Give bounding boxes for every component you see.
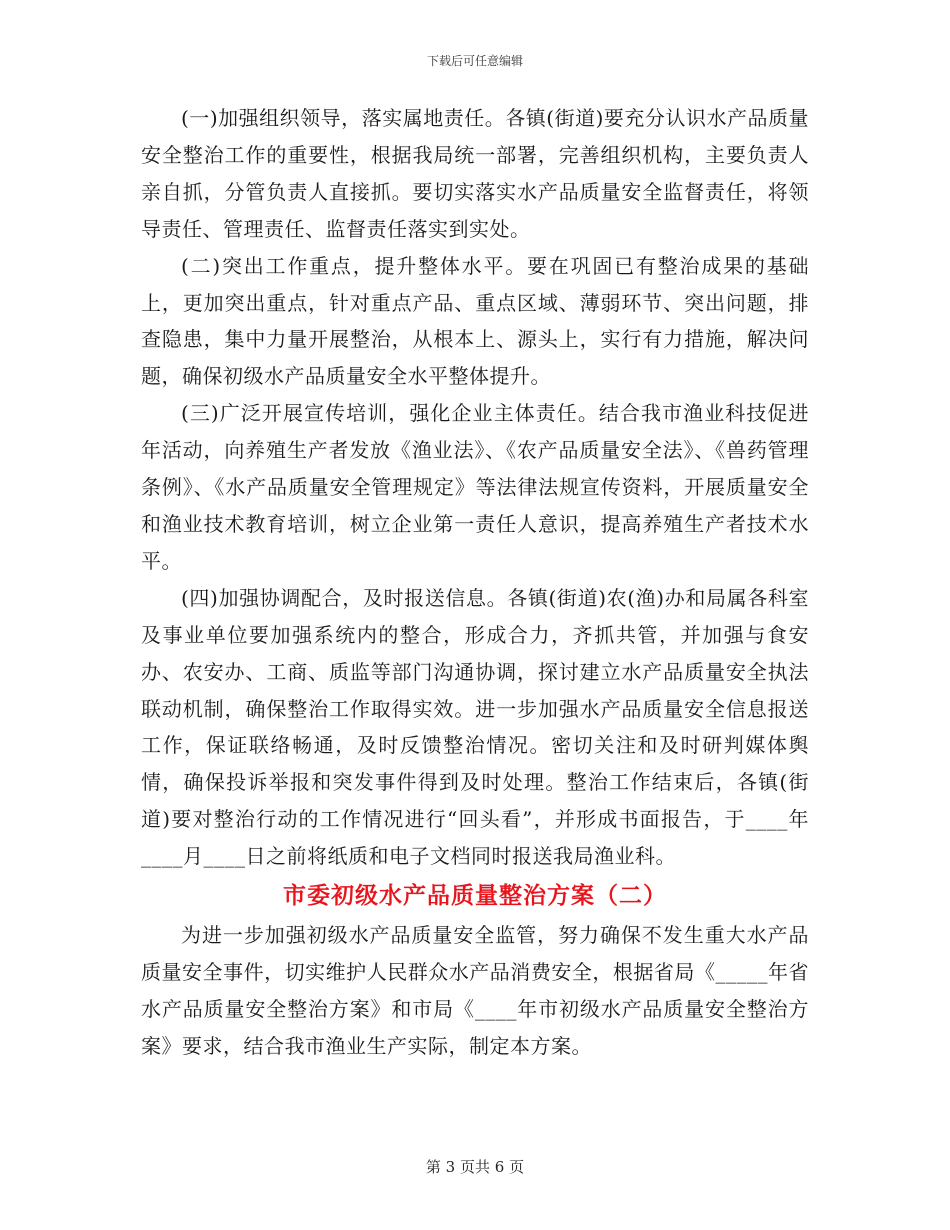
paragraph-2: (二)突出工作重点，提升整体水平。要在巩固已有整治成果的基础上，更加突出重点，针对重点产品、重点区域、薄弱环节、突出问题，排查隐患，集中力量开展整治，从根本上、源头上，实行有力措施，解决问题，确保初级水产品质量安全水平整体提升。	[141, 253, 809, 389]
page-header: 下载后可任意编辑	[426, 54, 523, 68]
paragraph-1: (一)加强组织领导，落实属地责任。各镇(街道)要充分认识水产品质量安全整治工作的重要性，根据我局统一部署，完善组织机构，主要负责人亲自抓，分管负责人直接抓。要切实落实水产品质量安全监督责任，将领导责任、管理责任、监督责任落实到实处。	[141, 106, 809, 241]
document-body	[141, 100, 809, 1065]
paragraph-4: (四)加强协调配合，及时报送信息。各镇(街道)农(渔)办和局属各科室及事业单位要加强系统内的整合，形成合力，齐抓共管，并加强与食安办、农安办、工商、质监等部门沟通协调，探讨建立水产品质量安全执法联动机制，确保整治工作取得实效。进一步加强水产品质量安全信息报送工作，保证联络畅通，及时反馈整治情况。密切关注和及时研判媒体舆情，确保投诉举报和突发事件得到及时处理。整治工作结束后，各镇(街道)要对整治行动的工作情况进行“回头看”，并形成书面报告，于____年____月____日之前将纸质和电子文档同时报送我局渔业科。	[141, 585, 809, 869]
section-intro-paragraph: 为进一步加强初级水产品质量安全监管，努力确保不发生重大水产品质量安全事件，切实维护人民群众水产品消费安全，根据省局《_____年省水产品质量安全整治方案》和市局《____年市初级水产品质量安全整治方案》要求，结合我市渔业生产实际，制定本方案。	[141, 923, 809, 1058]
section-title: 市委初级水产品质量整治方案（二）	[283, 882, 667, 910]
paragraph-3: (三)广泛开展宣传培训，强化企业主体责任。结合我市渔业科技促进年活动，向养殖生产者发放《渔业法》、《农产品质量安全法》、《兽药管理条例》、《水产品质量安全管理规定》等法律法规宣传资料，开展质量安全和渔业技术教育培训，树立企业第一责任人意识，提高养殖生产者技术水平。	[141, 401, 809, 573]
page-number: 第 3 页共 6 页	[425, 1158, 525, 1176]
